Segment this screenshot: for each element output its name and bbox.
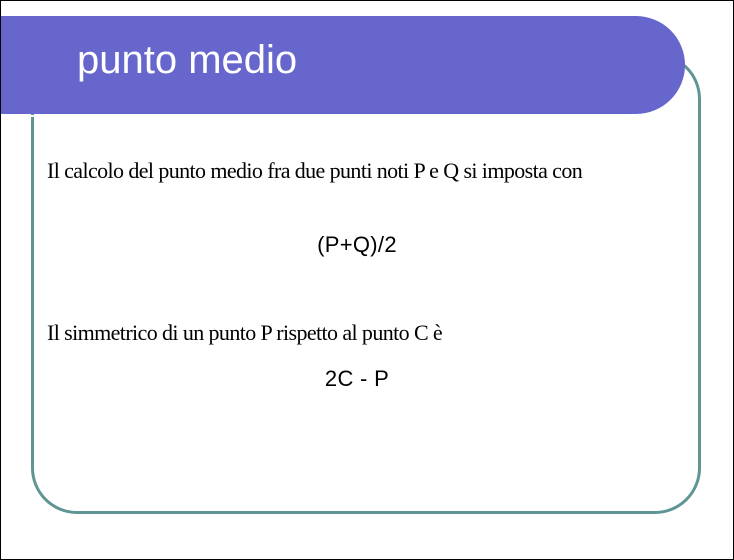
slide-title: punto medio — [77, 38, 298, 82]
symmetric-description: Il simmetrico di un punto P rispetto al punto C è — [47, 320, 443, 345]
midpoint-formula: (P+Q)/2 — [317, 232, 397, 257]
symmetric-formula: 2C - P — [324, 366, 390, 391]
title-underline — [1, 115, 649, 117]
midpoint-description: Il calcolo del punto medio fra due punti noti P e Q si imposta con — [47, 158, 583, 183]
content-box — [31, 53, 701, 514]
